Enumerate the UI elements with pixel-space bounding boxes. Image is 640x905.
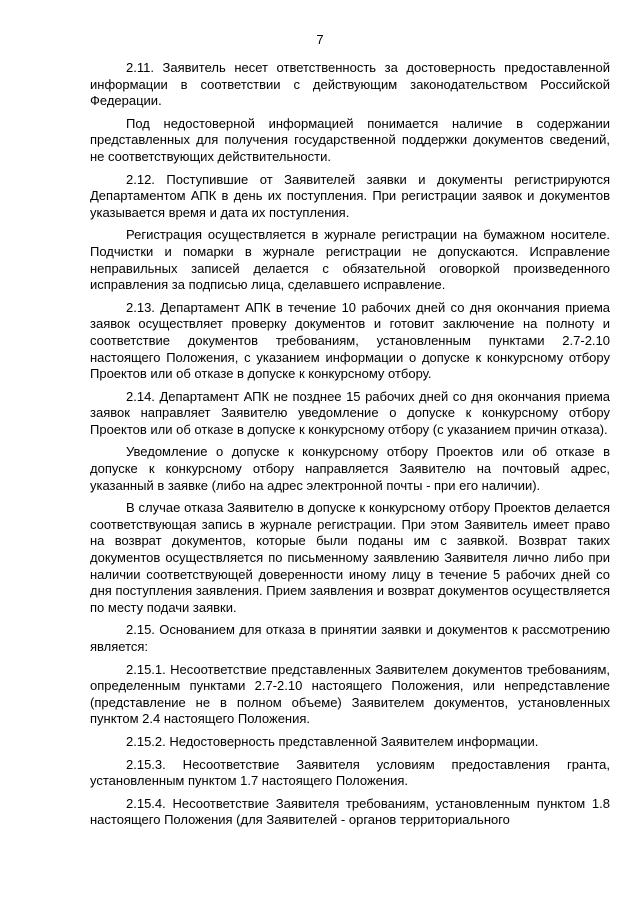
document-body bbox=[90, 60, 610, 835]
paragraph-2-13: 2.13. Департамент АПК в течение 10 рабочих дней со дня окончания приема заявок осуществляет проверку документов и готовит заключение на полноту и соответствие документов требованиям, установленным пунктами 2.7-2.10 настоящего Положения, с указанием информации о допуске к конкурсному отбору Проектов или об отказе в допуске к конкурсному отбору. bbox=[90, 299, 610, 382]
paragraph-2-11: 2.11. Заявитель несет ответственность за достоверность предоставленной информации в соответствии с действующим законодательством Российской Федерации. bbox=[90, 60, 610, 109]
paragraph-2-15-4: 2.15.4. Несоответствие Заявителя требованиям, установленным пунктом 1.8 настоящего Положения (для Заявителей - органов территориального bbox=[90, 795, 610, 828]
paragraph-2-12: 2.12. Поступившие от Заявителей заявки и документы регистрируются Департаментом АПК в день их поступления. При регистрации заявок и документов указывается время и дата их поступления. bbox=[90, 171, 610, 220]
paragraph-2-15-1: 2.15.1. Несоответствие представленных Заявителем документов требованиям, определенным пунктами 2.7-2.10 настоящего Положения, или непредставление (представление не в полном объеме) Заявителем документов, установленных пунктом 2.4 настоящего Положения. bbox=[90, 661, 610, 727]
paragraph-2-11-definition: Под недостоверной информацией понимается наличие в содержании представленных для получения государственной поддержки документов сведений, не соответствующих действительности. bbox=[90, 115, 610, 164]
paragraph-2-15: 2.15. Основанием для отказа в принятии заявки и документов к рассмотрению является: bbox=[90, 622, 610, 654]
paragraph-2-12-registration: Регистрация осуществляется в журнале регистрации на бумажном носителе. Подчистки и помарки в журнале регистрации не допускаются. Исправление неправильных записей делается с обязательной оговоркой произведенного исправления за подписью лица, сделавшего исправление. bbox=[90, 227, 610, 293]
paragraph-2-14: 2.14. Департамент АПК не позднее 15 рабочих дней со дня окончания приема заявок направляет Заявителю уведомление о допуске к конкурсному отбору Проектов или об отказе в допуске к конкурсному отбору (с указанием причин отказа). bbox=[90, 388, 610, 437]
paragraph-2-15-2: 2.15.2. Недостоверность представленной Заявителем информации. bbox=[126, 733, 539, 749]
paragraph-2-14-refusal: В случае отказа Заявителю в допуске к конкурсному отбору Проектов делается соответствующая запись в журнале регистрации. При этом Заявитель имеет право на возврат документов, которые были поданы им с заявкой. Возврат таких документов осуществляется по письменному заявлению Заявителя лично либо при наличии соответствующей доверенности иному лицу в течение 5 рабочих дней со дня поступления заявления. Прием заявления и возврат документов осуществляется по месту подачи заявки. bbox=[90, 500, 610, 615]
paragraph-2-15-3: 2.15.3. Несоответствие Заявителя условиям предоставления гранта, установленным пунктом 1.7 настоящего Положения. bbox=[90, 756, 610, 789]
page-number: 7 bbox=[316, 32, 324, 47]
paragraph-2-14-notification: Уведомление о допуске к конкурсному отбору Проектов или об отказе в допуске к конкурсному отбору направляется Заявителю на почтовый адрес, указанный в заявке (либо на адрес электронной почты - при его наличии). bbox=[90, 444, 610, 493]
